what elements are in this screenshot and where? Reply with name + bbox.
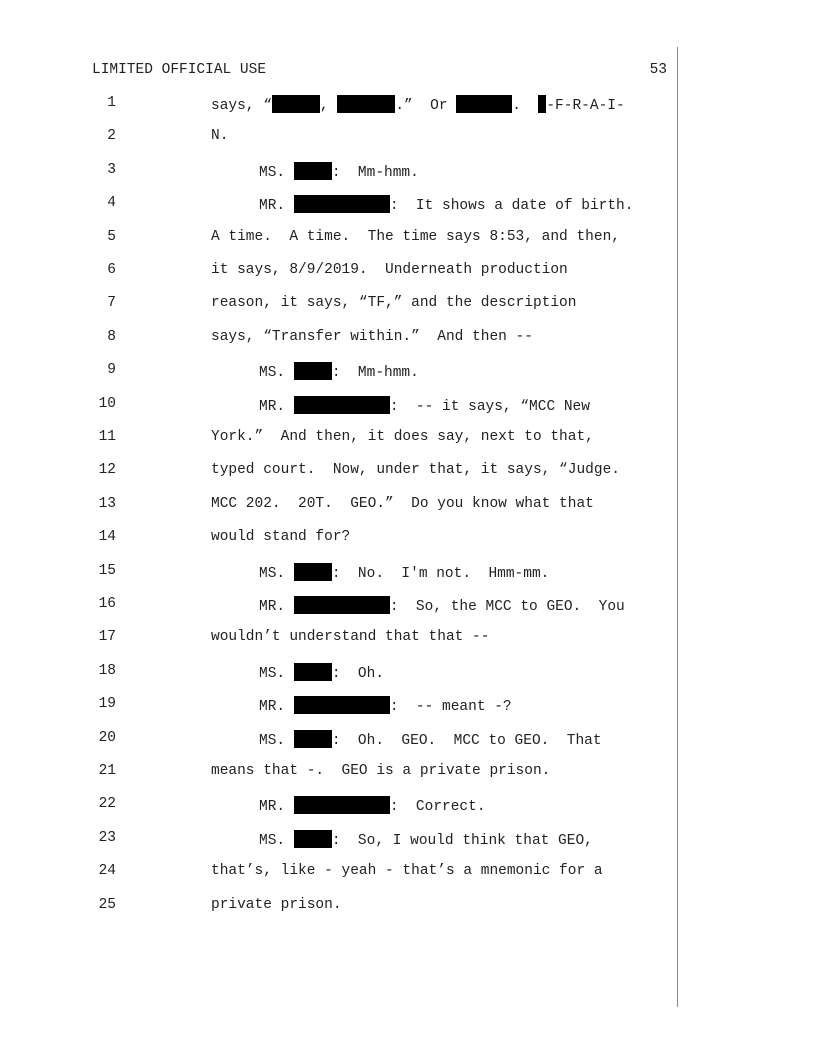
text-segment: MR. [259,699,294,715]
transcript-line [0,763,676,783]
line-text [211,429,594,445]
line-number: 23 [98,830,116,846]
transcript-line [0,629,676,649]
line-text [259,162,419,181]
text-segment: .” Or [395,98,457,114]
line-number: 4 [107,195,116,211]
redaction-block [294,796,390,814]
transcript-line [0,830,676,850]
text-segment: : -- meant -? [389,699,512,715]
redaction-block [294,663,332,681]
redaction-block [294,195,390,213]
line-text [211,496,594,512]
text-segment: would stand for? [211,529,351,545]
line-text [259,362,419,381]
line-text [259,596,625,615]
text-segment: MR. [259,198,294,214]
text-segment: : -- it says, “MCC New [389,399,590,415]
line-text [211,863,603,879]
line-number: 13 [98,496,116,512]
text-segment: typed court. Now, under that, it says, “Judge. [211,462,620,478]
transcript-line [0,897,676,917]
text-segment: MCC 202. 20T. GEO.” Do you know what that [211,496,594,512]
text-segment: : Correct. [389,799,486,815]
text-segment: says, “Transfer within.” And then -- [211,329,533,345]
text-segment: MR. [259,399,294,415]
text-segment: MS. [259,666,294,682]
line-text [259,696,512,715]
text-segment: MR. [259,799,294,815]
text-segment: MS. [259,365,294,381]
transcript-line [0,663,676,683]
text-segment: MS. [259,165,294,181]
text-segment: that’s, like - yeah - that’s a mnemonic for a [211,863,603,879]
line-text [211,462,620,478]
transcript-line [0,329,676,349]
text-segment: MS. [259,733,294,749]
line-number: 18 [98,663,116,679]
redaction-block [294,362,332,380]
redaction-block [456,95,512,113]
transcript-line [0,696,676,716]
line-text [259,730,602,749]
text-segment: MS. [259,833,294,849]
transcript-line [0,362,676,382]
transcript-line [0,195,676,215]
transcript-line [0,796,676,816]
text-segment: A time. A time. The time says 8:53, and then, [211,229,620,245]
line-number: 7 [107,295,116,311]
text-segment: means that -. GEO is a private prison. [211,763,551,779]
line-number: 14 [98,529,116,545]
line-text [211,128,228,144]
line-text [259,396,590,415]
text-segment: : Mm-hmm. [331,165,419,181]
line-number: 6 [107,262,116,278]
line-text [211,229,620,245]
text-segment: says, “ [211,98,272,114]
line-number: 10 [98,396,116,412]
transcript-line [0,95,676,115]
redaction-block [294,396,390,414]
line-text [259,563,549,582]
line-text [211,262,568,278]
redaction-block [294,563,332,581]
line-number: 15 [98,563,116,579]
line-text [211,329,533,345]
line-number: 8 [107,329,116,345]
line-number: 19 [98,696,116,712]
text-segment: : It shows a date of birth. [389,198,634,214]
line-text [211,95,625,114]
transcript-line [0,262,676,282]
text-segment: York.” And then, it does say, next to that, [211,429,594,445]
redaction-block [294,596,390,614]
redaction-block [294,730,332,748]
text-segment: wouldn’t understand that that -- [211,629,490,645]
line-text [259,796,486,815]
text-segment: -F-R-A-I- [546,98,625,114]
text-segment: MS. [259,566,294,582]
text-segment: . [512,98,539,114]
line-text [211,295,576,311]
line-number: 9 [107,362,116,378]
redaction-block [294,696,390,714]
text-segment: N. [211,128,229,144]
text-segment: : So, the MCC to GEO. You [389,599,625,615]
line-text [211,763,550,779]
line-number: 2 [107,128,116,144]
line-number: 16 [98,596,116,612]
text-segment: private prison. [211,897,342,913]
line-text [211,629,489,645]
transcript-line [0,563,676,583]
line-text [259,195,633,214]
transcript-line [0,429,676,449]
line-number: 24 [98,863,116,879]
transcript-line [0,730,676,750]
transcript-line [0,295,676,315]
line-number: 11 [98,429,116,445]
line-number: 22 [98,796,116,812]
transcript-line [0,596,676,616]
line-text [211,897,342,913]
transcript-line [0,396,676,416]
line-number: 1 [107,95,116,111]
text-segment: : No. I'm not. Hmm-mm. [331,566,550,582]
text-segment: : Mm-hmm. [331,365,419,381]
redaction-block [337,95,395,113]
text-segment: , [319,98,338,114]
header-label: LIMITED OFFICIAL USE [92,62,267,78]
line-number: 3 [107,162,116,178]
text-segment: : So, I would think that GEO, [331,833,593,849]
transcript-line [0,863,676,883]
right-margin-rule [677,47,678,1007]
line-number: 21 [98,763,116,779]
page-number: 53 [649,62,667,78]
line-text [259,663,384,682]
transcript-line [0,496,676,516]
transcript-line [0,529,676,549]
line-number: 12 [98,462,116,478]
redaction-block [272,95,320,113]
text-segment: : Oh. GEO. MCC to GEO. That [331,733,602,749]
transcript-line [0,162,676,182]
redaction-block [294,162,332,180]
redaction-block [294,830,332,848]
text-segment: : Oh. [331,666,385,682]
text-segment: reason, it says, “TF,” and the description [211,295,577,311]
line-number: 25 [98,897,116,913]
line-text [259,830,593,849]
transcript-line [0,462,676,482]
text-segment: it says, 8/9/2019. Underneath production [211,262,568,278]
line-number: 20 [98,730,116,746]
transcript-line [0,128,676,148]
transcript-line [0,229,676,249]
line-text [211,529,350,545]
text-segment: MR. [259,599,294,615]
line-number: 17 [98,629,116,645]
line-number: 5 [107,229,116,245]
